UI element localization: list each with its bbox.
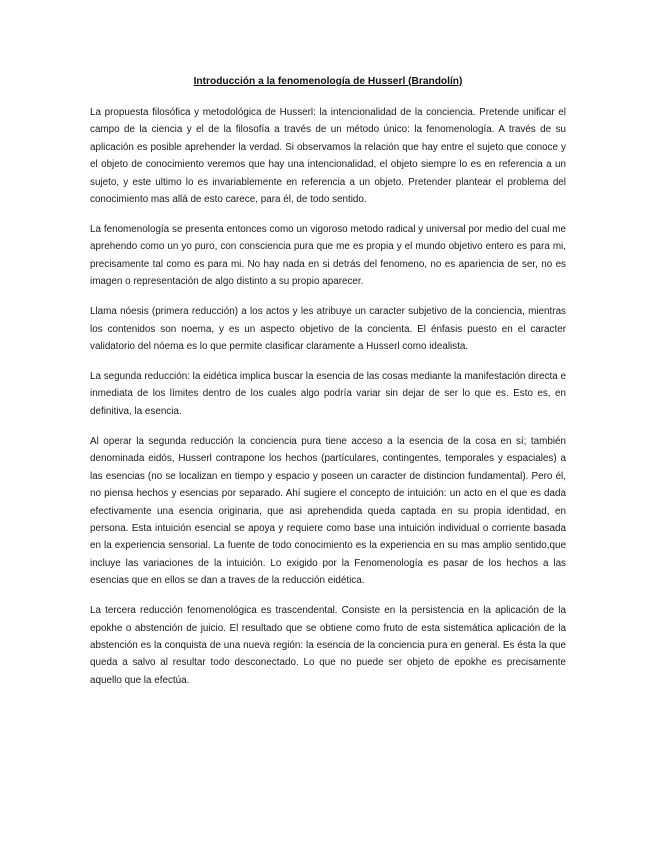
paragraph-segunda-reduccion: La segunda reducción: la eidética implica buscar la esencia de las cosas mediante la manifestación directa e inmediata de los límites dentro de los cuales algo podría variar sin dejar de ser lo que es. Esto es, en definitiva, la esencia. [90, 371, 566, 417]
paragraph-intuicion-esencial: Al operar la segunda reducción la conciencia pura tiene acceso a la esencia de la cosa en sí; también denominada eidós, Husserl contrapone los hechos (partículares, contingentes, temporales y espaciales) a las esencias (no se localizan en tiempo y espacio y poseen un caracter de distincion fundamental). Pero él, no piensa hechos y esencias por separado. Ahí sugiere el concepto de intuición: un acto en el que es dada efectivamente una esencia originaria, que asi aprehendida queda captada en su propia identidad, en persona. Esta intuición esencial se apoya y requiere como base una intuición individual o corriente basada en la experiencia sensorial. La fuente de todo conocimiento es la experiencia en su mas amplio sentido,que incluye las variaciones de la intuición. Lo exigido por la Fenomenología es pasar de los hechos a las esencias que en ellos se dan a traves de la reducción eidética. [90, 435, 566, 587]
document-title: Introducción a la fenomenología de Husserl (Brandolín) [193, 76, 463, 87]
paragraph-primera-reduccion: Llama nóesis (primera reducción) a los actos y les atribuye un caracter subjetivo de la conciencia, mientras los contenidos son noema, y es un aspecto objetivo de la concienta. El énfasis puesto en el caracter validatorio del nóema es lo que permite clasificar claramente a Husserl como idealista. [90, 306, 566, 353]
document-body [90, 104, 566, 702]
paragraph-intencionalidad: La propuesta filosófica y metodológica de Husserl: la intencionalidad de la conciencia. Pretende unificar el campo de la ciencia y el de la filosofía a través de un método único: la fenomenología. A través de su aplicación es posible aprehender la verdad. Si observamos la relación que hay entre el sujeto que conoce y el objeto de conocimiento veremos que hay una intencionalidad, el objeto siempre lo es en referencia a un sujeto, y este ultimo lo es invariablemente en referencia a un objeto. Pretender plantear el problema del conocimiento mas allá de esto carece, para él, de todo sentido. [90, 107, 566, 206]
paragraph-tercera-reduccion: La tercera reducción fenomenológica es trascendental. Consiste en la persistencia en la aplicación de la epokhe o abstención de juicio. El resultado que se obtiene como fruto de esta sistemática aplicación de la abstención es la conquista de una nueva región: la esencia de la conciencia pura en general. Es ésta la que queda a salvo al resultar todo desconectado. Lo que no puede ser objeto de epokhe es precisamente aquello que la efectúa. [90, 605, 566, 686]
paragraph-metodo-radical: La fenomenología se presenta entonces como un vigoroso metodo radical y universal por medio del cual me aprehendo como un yo puro, con consciencia pura que me es propia y el mundo objetivo entero es para mi, precisamente tal como es para mi. No hay nada en si detrás del fenomeno, no es apariencia de ser, no es imagen o representación de algo distinto a su propio aparecer. [90, 224, 566, 288]
